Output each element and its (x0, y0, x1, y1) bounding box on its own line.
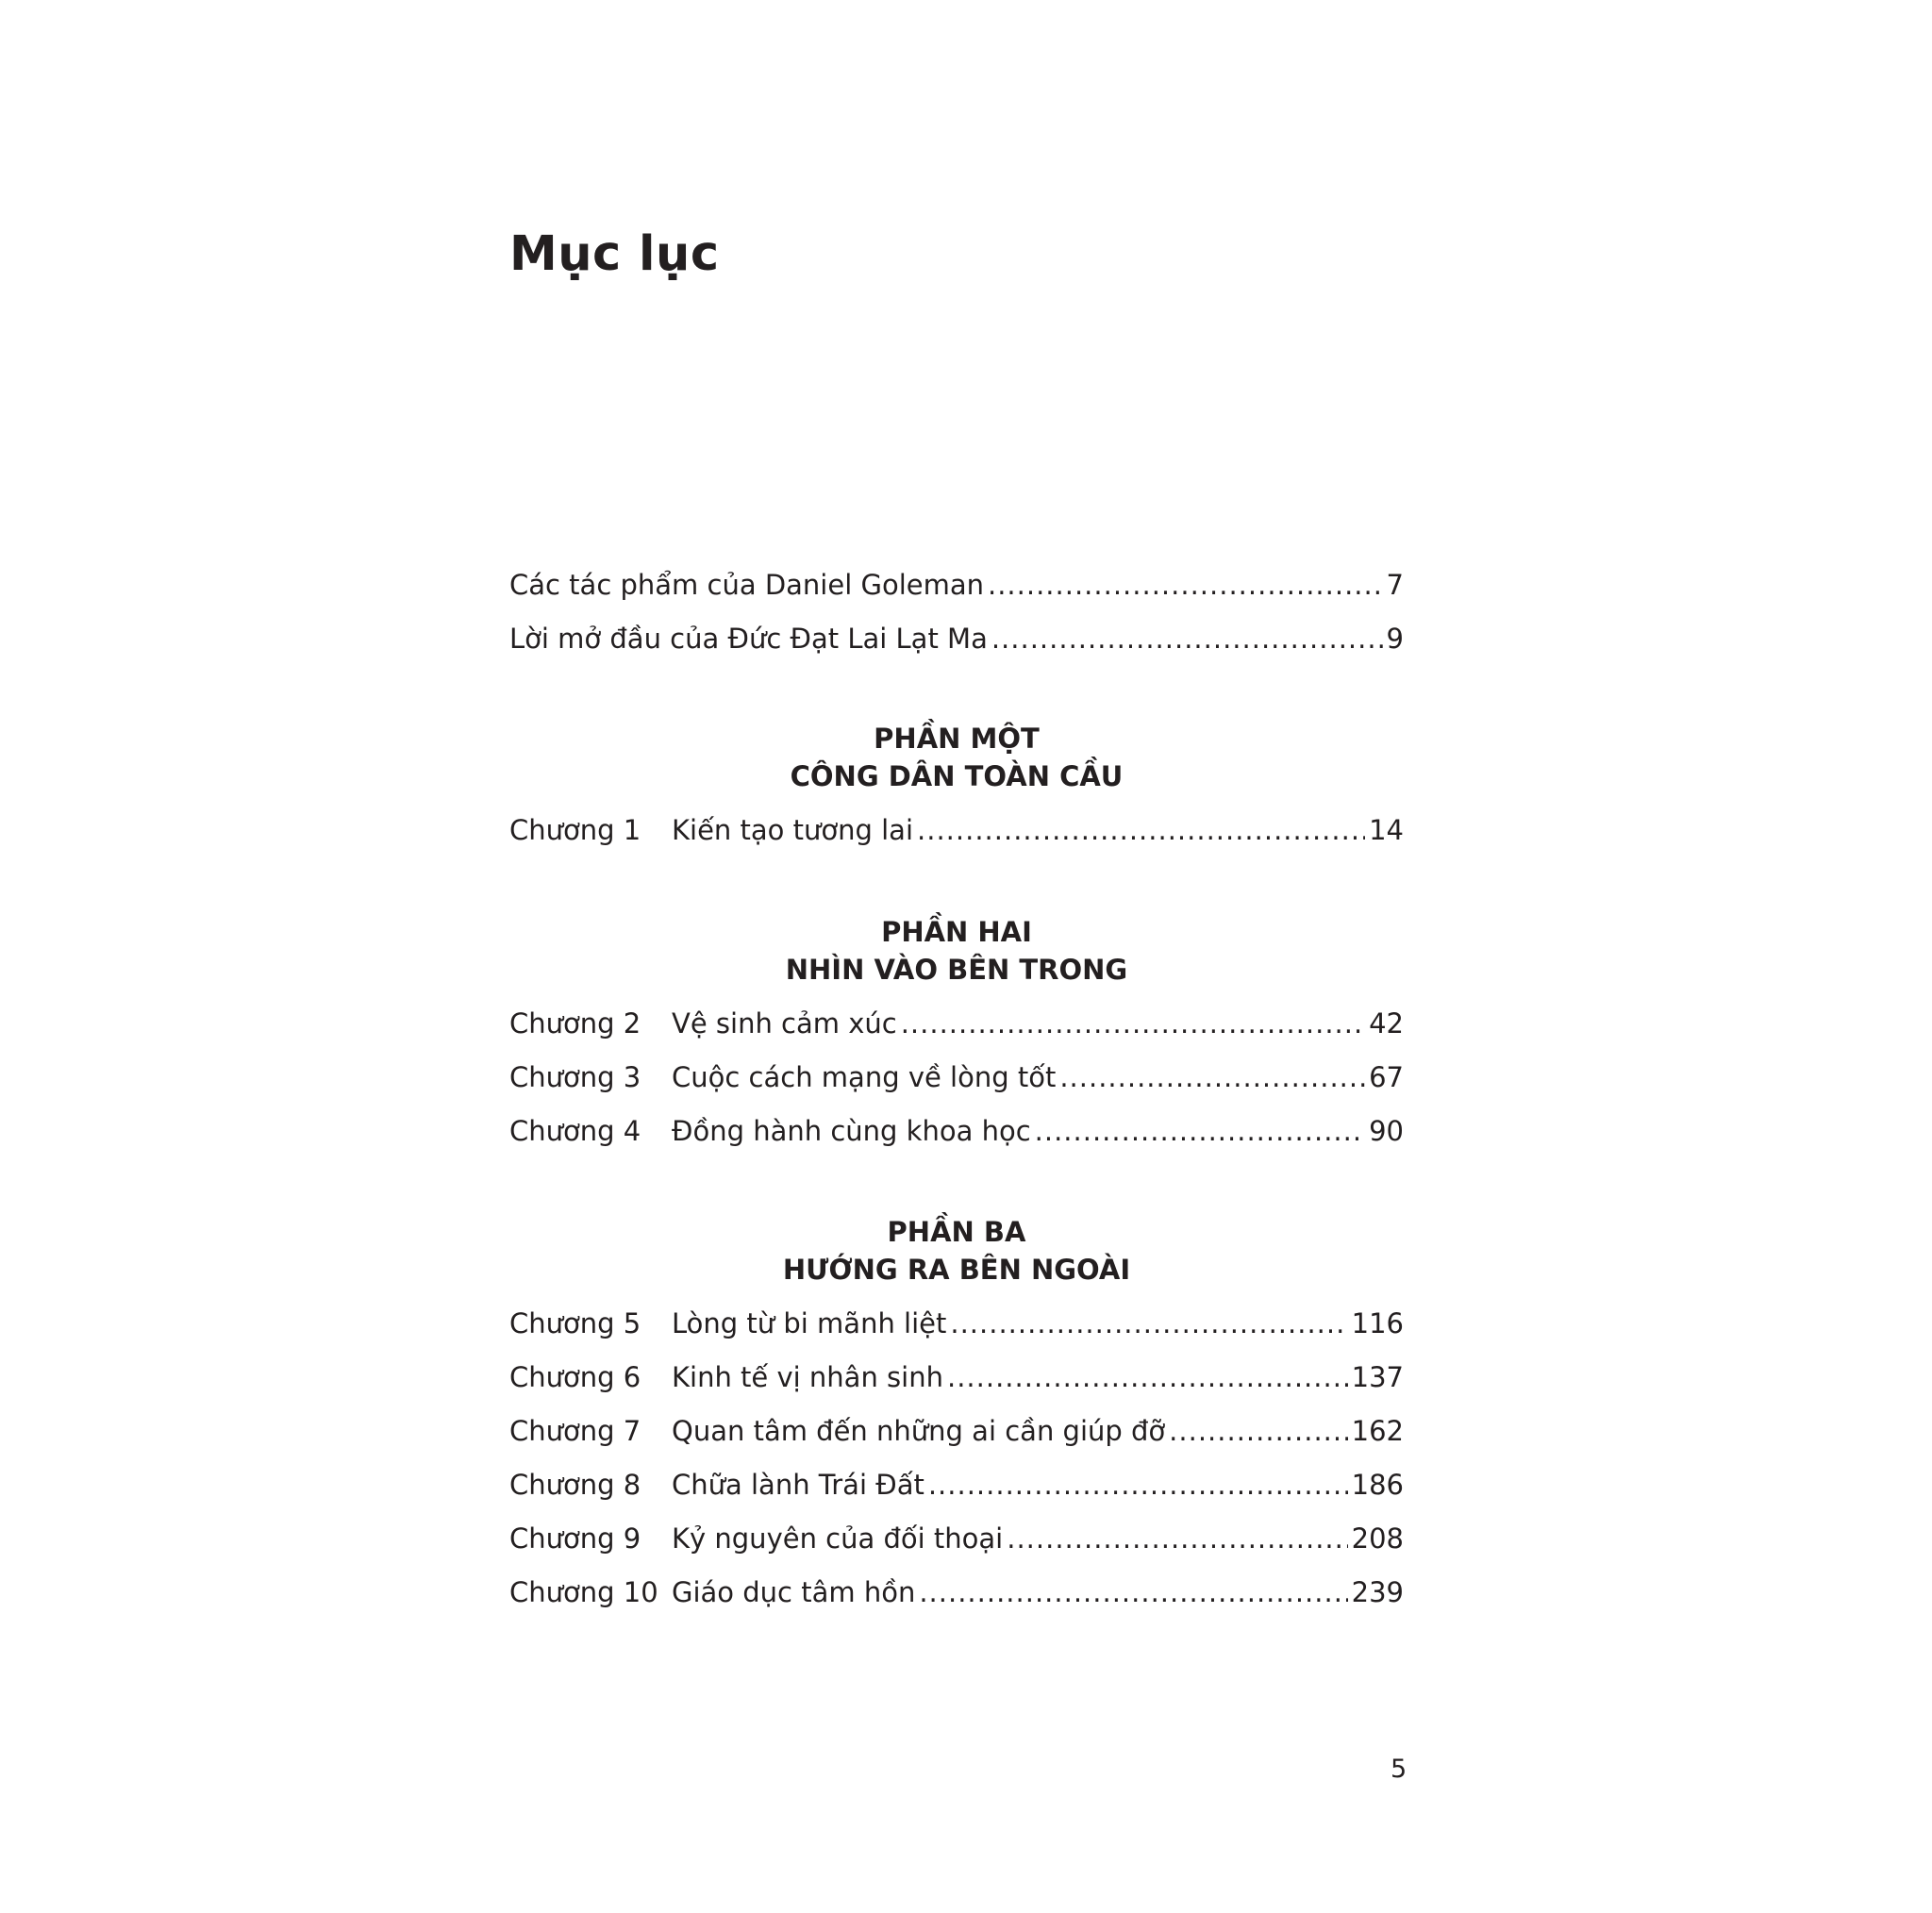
chapter-entry (509, 1412, 1404, 1450)
chapter-title: Kỷ nguyên của đối thoại (672, 1522, 1004, 1555)
part-heading-title: CÔNG DÂN TOÀN CẦU (790, 760, 1124, 792)
chapter-page: 14 (1369, 814, 1404, 846)
toc-entry (509, 566, 1404, 604)
chapter-title: Quan tâm đến những ai cần giúp đỡ (672, 1415, 1166, 1447)
chapter-title: Chữa lành Trái Đất (672, 1469, 924, 1501)
chapter-page: 116 (1351, 1307, 1404, 1339)
page-title: Mục lục (509, 226, 720, 282)
chapter-entry (509, 811, 1404, 849)
dot-leader (950, 1305, 1347, 1342)
dot-leader (901, 1005, 1365, 1042)
chapter-page: 137 (1351, 1361, 1404, 1393)
chapter-entry (509, 1058, 1404, 1096)
part-heading-title: NHÌN VÀO BÊN TRONG (785, 954, 1128, 986)
chapter-title: Kiến tạo tương lai (672, 814, 914, 846)
chapter-entry (509, 1305, 1404, 1342)
toc-entry (509, 620, 1404, 657)
chapter-label: Chương 8 (509, 1469, 641, 1501)
toc-entry-page: 9 (1386, 623, 1404, 655)
chapter-title: Đồng hành cùng khoa học (672, 1115, 1031, 1147)
chapter-title: Kinh tế vị nhân sinh (672, 1361, 943, 1393)
dot-leader (991, 620, 1383, 657)
chapter-title: Lòng từ bi mãnh liệt (672, 1307, 947, 1339)
chapter-entry (509, 1573, 1404, 1611)
dot-leader (919, 1573, 1347, 1611)
part-heading-label: PHẦN HAI (881, 916, 1032, 948)
dot-leader (917, 811, 1365, 849)
dot-leader (1007, 1520, 1347, 1557)
chapter-entry (509, 1520, 1404, 1557)
chapter-title: Cuộc cách mạng về lòng tốt (672, 1061, 1057, 1093)
chapter-page: 90 (1369, 1115, 1404, 1147)
chapter-page: 186 (1351, 1469, 1404, 1501)
toc-entry-title: Các tác phẩm của Daniel Goleman (509, 569, 984, 601)
chapter-label: Chương 2 (509, 1007, 641, 1040)
chapter-label: Chương 6 (509, 1361, 641, 1393)
dot-leader (988, 566, 1383, 604)
chapter-page: 239 (1351, 1576, 1404, 1608)
chapter-page: 67 (1369, 1061, 1404, 1093)
page-number: 5 (1391, 1755, 1407, 1784)
chapter-label: Chương 7 (509, 1415, 641, 1447)
part-heading-title: HƯỚNG RA BÊN NGOÀI (782, 1254, 1131, 1286)
dot-leader (1059, 1058, 1365, 1096)
chapter-entry (509, 1358, 1404, 1396)
chapter-label: Chương 4 (509, 1115, 641, 1147)
chapter-page: 208 (1351, 1522, 1404, 1555)
chapter-label: Chương 10 (509, 1576, 658, 1608)
dot-leader (1169, 1412, 1347, 1450)
chapter-entry (509, 1112, 1404, 1150)
part-heading-label: PHẦN BA (887, 1216, 1026, 1248)
chapter-page: 162 (1351, 1415, 1404, 1447)
chapter-entry (509, 1005, 1404, 1042)
dot-leader (947, 1358, 1348, 1396)
chapter-title: Vệ sinh cảm xúc (672, 1007, 897, 1040)
toc-entry-title: Lời mở đầu của Đức Đạt Lai Lạt Ma (509, 623, 988, 655)
toc-entry-page: 7 (1386, 569, 1404, 601)
chapter-entry (509, 1466, 1404, 1504)
chapter-label: Chương 9 (509, 1522, 641, 1555)
chapter-label: Chương 5 (509, 1307, 641, 1339)
part-heading-label: PHẦN MỘT (874, 723, 1040, 755)
chapter-title: Giáo dục tâm hồn (672, 1576, 916, 1608)
chapter-page: 42 (1369, 1007, 1404, 1040)
chapter-label: Chương 3 (509, 1061, 641, 1093)
dot-leader (1035, 1112, 1365, 1150)
chapter-label: Chương 1 (509, 814, 641, 846)
dot-leader (928, 1466, 1348, 1504)
